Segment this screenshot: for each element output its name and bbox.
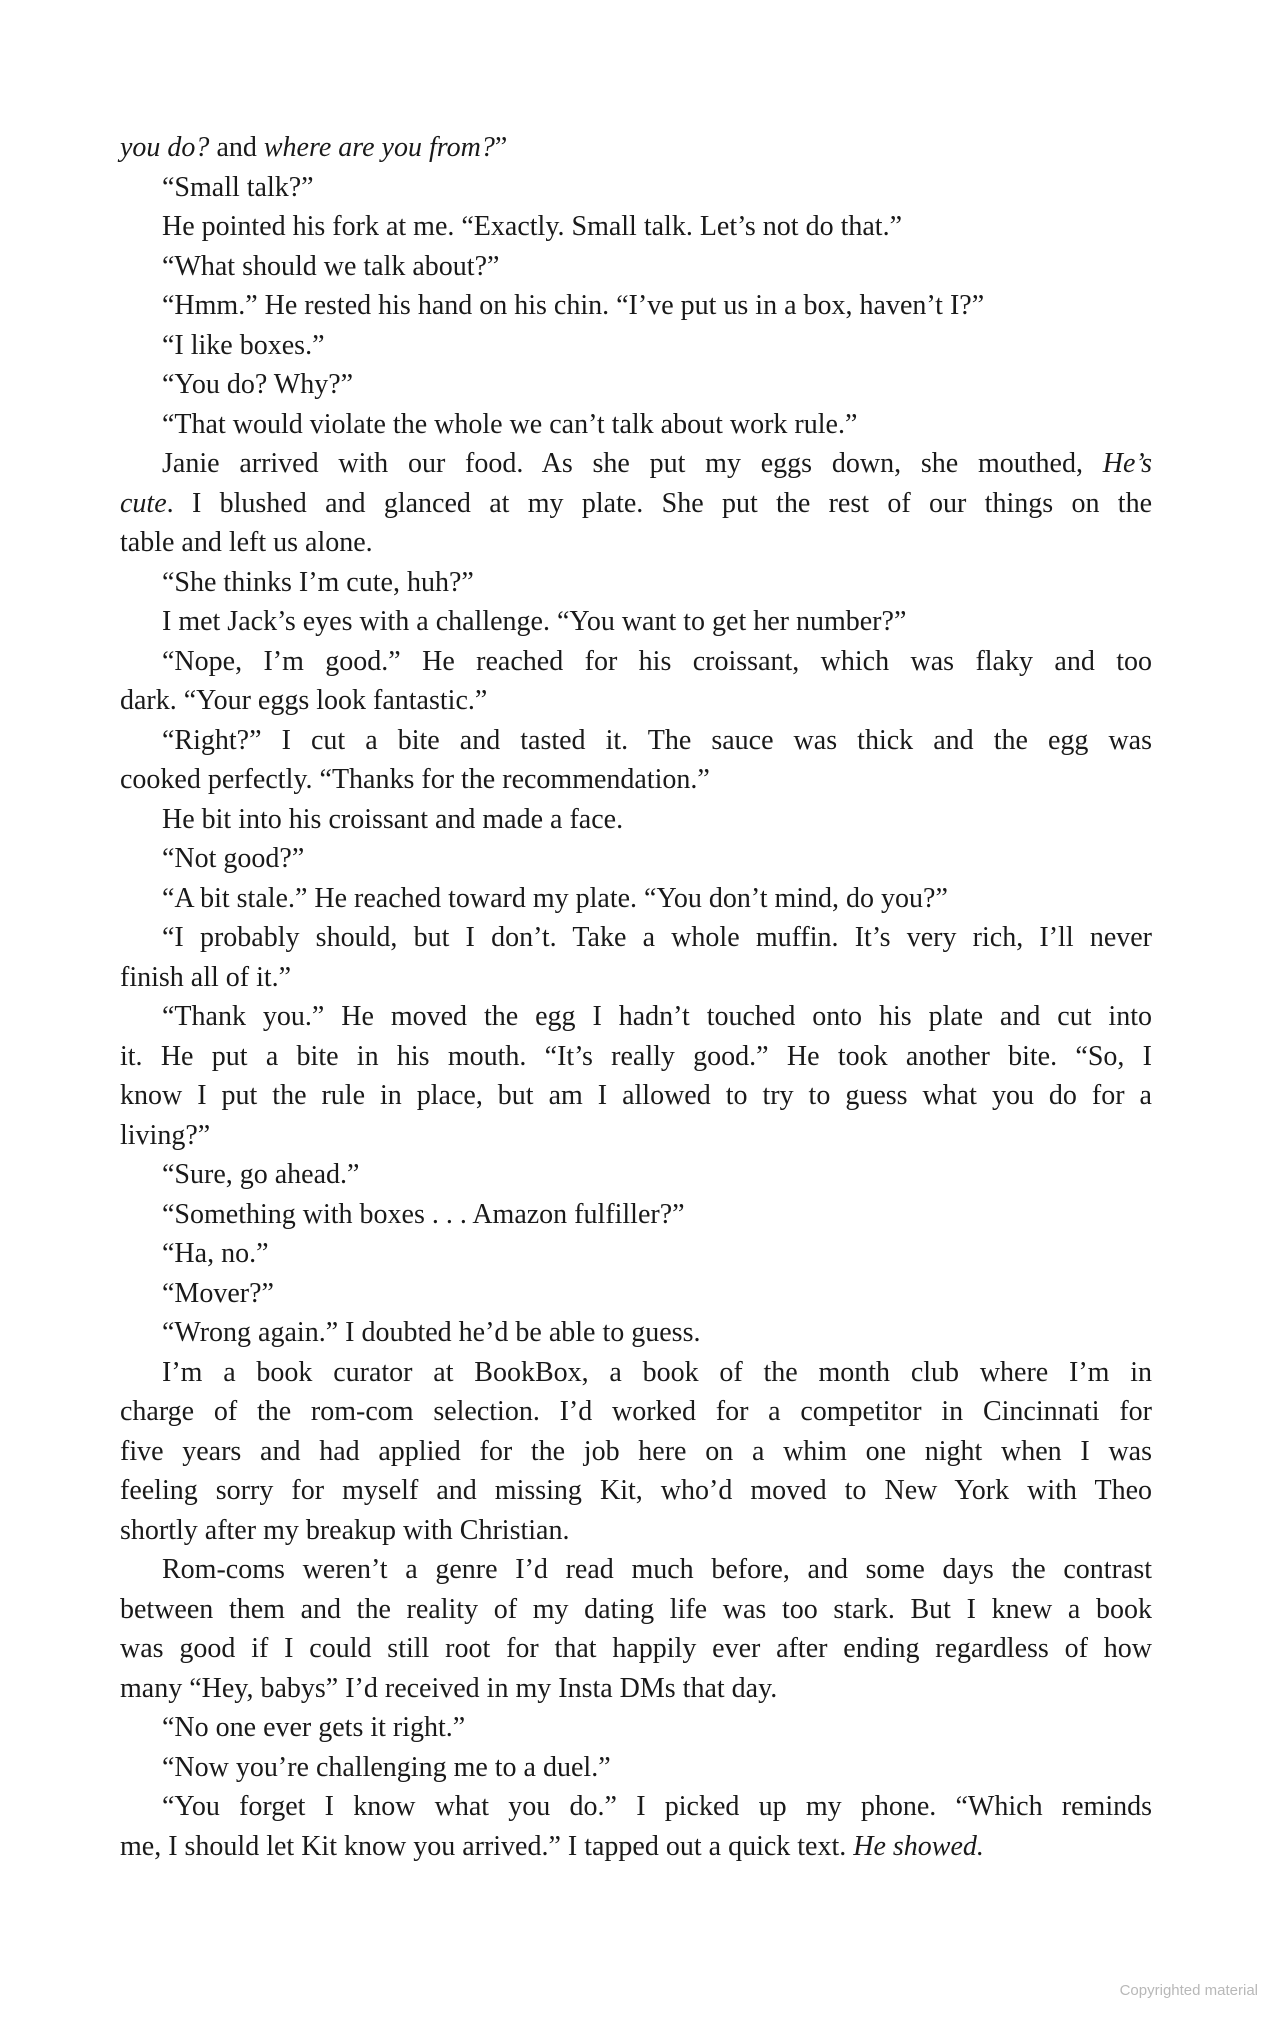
text-line — [120, 1590, 1152, 1630]
text-segment: and — [209, 132, 264, 163]
italic-text: you do? — [120, 132, 210, 163]
text-segment: “Wrong again.” I doubted he’d be able to guess. — [162, 1317, 701, 1348]
text-line — [120, 1787, 1152, 1827]
text-line — [120, 1037, 1152, 1077]
text-line — [120, 642, 1152, 682]
italic-text: cute — [120, 487, 167, 519]
text-segment: “What should we talk about?” — [162, 250, 500, 282]
paragraph — [120, 1708, 1152, 1748]
text-line — [120, 997, 1152, 1037]
text-segment: me, I should let Kit know you arrived.” I tapped out a quick text. — [120, 1830, 854, 1862]
text-segment: “Small talk?” — [162, 171, 314, 203]
text-segment: “Sure, go ahead.” — [162, 1159, 360, 1190]
text-line — [120, 1629, 1152, 1669]
text-segment: “I probably should, but I don’t. Take a whole muffin. It’s very rich, I’ll never — [162, 922, 1152, 953]
text-segment: “Ha, no.” — [162, 1238, 269, 1269]
text-segment: I’m a book curator at BookBox, a book of the month club where I’m in — [162, 1356, 1152, 1388]
paragraph — [120, 1748, 1152, 1788]
text-segment: “That would violate the whole we can’t talk about work rule.” — [162, 408, 858, 440]
paragraph — [120, 800, 1152, 840]
text-segment: feeling sorry for myself and missing Kit, who’d moved to New York with Theo — [120, 1475, 1152, 1506]
text-line — [120, 1313, 1152, 1353]
text-segment: “You forget I know what you do.” I picked up my phone. “Which reminds — [162, 1791, 1152, 1822]
text-line — [120, 1392, 1152, 1432]
text-line — [120, 207, 1152, 247]
text-segment: finish all of it.” — [120, 961, 292, 993]
italic-text: He’s — [1102, 448, 1152, 479]
text-segment: “Thank you.” He moved the egg I hadn’t touched onto his plate and cut into — [162, 1001, 1152, 1032]
text-line — [120, 602, 1152, 642]
paragraph — [120, 563, 1152, 603]
text-line — [120, 523, 1152, 563]
paragraph — [120, 326, 1152, 366]
paragraph — [120, 997, 1152, 1155]
text-line — [120, 879, 1152, 919]
text-line — [120, 365, 1152, 405]
page-body-text — [120, 128, 1152, 1866]
text-segment: I met Jack’s eyes with a challenge. “You want to get her number?” — [162, 606, 907, 637]
paragraph — [120, 1155, 1152, 1195]
paragraph — [120, 286, 1152, 326]
text-line — [120, 1116, 1152, 1156]
text-line — [120, 326, 1152, 366]
text-segment: Rom-coms weren’t a genre I’d read much before, and some days the contrast — [162, 1554, 1152, 1585]
paragraph — [120, 405, 1152, 445]
text-line — [120, 1432, 1152, 1472]
text-line — [120, 918, 1152, 958]
paragraph — [120, 721, 1152, 800]
paragraph — [120, 207, 1152, 247]
text-segment: dark. “Your eggs look fantastic.” — [120, 685, 488, 716]
text-line — [120, 286, 1152, 326]
italic-text: He showed. — [853, 1830, 984, 1862]
text-segment: “Hmm.” He rested his hand on his chin. “I’ve put us in a box, haven’t I?” — [162, 290, 985, 321]
text-segment: He bit into his croissant and made a face. — [162, 803, 624, 835]
text-line — [120, 1550, 1152, 1590]
text-segment: charge of the rom-com selection. I’d worked for a competitor in Cincinnati for — [120, 1396, 1152, 1427]
text-line — [120, 1748, 1152, 1788]
text-line — [120, 760, 1152, 800]
text-line — [120, 128, 1152, 168]
text-line — [120, 1708, 1152, 1748]
paragraph — [120, 1313, 1152, 1353]
text-segment: between them and the reality of my dating life was too stark. But I knew a book — [120, 1593, 1152, 1625]
text-segment: Janie arrived with our food. As she put my eggs down, she mouthed, — [162, 448, 1103, 479]
text-line — [120, 839, 1152, 879]
text-segment: five years and had applied for the job here on a whim one night when I was — [120, 1435, 1152, 1467]
text-segment: “No one ever gets it right.” — [162, 1712, 466, 1743]
copyright-watermark: Copyrighted material — [1119, 1982, 1258, 1999]
text-segment: “A bit stale.” He reached toward my plate. “You don’t mind, do you?” — [162, 882, 948, 914]
text-line — [120, 1274, 1152, 1314]
paragraph — [120, 128, 1152, 168]
paragraph — [120, 365, 1152, 405]
text-line — [120, 681, 1152, 721]
text-line — [120, 247, 1152, 287]
text-line — [120, 168, 1152, 208]
text-line — [120, 1195, 1152, 1235]
text-segment: . I blushed and glanced at my plate. She put the rest of our things on the — [166, 487, 1152, 519]
paragraph — [120, 1234, 1152, 1274]
paragraph — [120, 642, 1152, 721]
text-segment: it. He put a bite in his mouth. “It’s really good.” He took another bite. “So, I — [120, 1040, 1152, 1072]
text-segment: “Mover?” — [162, 1277, 274, 1309]
text-segment: shortly after my breakup with Christian. — [120, 1514, 570, 1546]
paragraph — [120, 839, 1152, 879]
paragraph — [120, 1274, 1152, 1314]
paragraph — [120, 1550, 1152, 1708]
text-line — [120, 484, 1152, 524]
text-segment: ” — [494, 132, 508, 163]
text-segment: “She thinks I’m cute, huh?” — [162, 566, 474, 598]
paragraph — [120, 168, 1152, 208]
text-line — [120, 1076, 1152, 1116]
text-line — [120, 405, 1152, 445]
text-line — [120, 1669, 1152, 1709]
text-segment: “Not good?” — [162, 843, 305, 874]
text-line — [120, 958, 1152, 998]
text-line — [120, 800, 1152, 840]
text-segment: “Now you’re challenging me to a duel.” — [162, 1751, 611, 1783]
text-segment: cooked perfectly. “Thanks for the recommendation.” — [120, 764, 710, 795]
text-line — [120, 444, 1152, 484]
text-line — [120, 721, 1152, 761]
italic-text: where are you from? — [263, 132, 495, 163]
paragraph — [120, 602, 1152, 642]
text-line — [120, 1471, 1152, 1511]
paragraph — [120, 1353, 1152, 1551]
text-line — [120, 1511, 1152, 1551]
paragraph — [120, 1787, 1152, 1866]
text-segment: living?” — [120, 1119, 211, 1151]
text-segment: “Something with boxes . . . Amazon fulfiller?” — [162, 1198, 685, 1230]
text-segment: “Right?” I cut a bite and tasted it. The sauce was thick and the egg was — [162, 724, 1152, 756]
paragraph — [120, 444, 1152, 563]
text-segment: was good if I could still root for that happily ever after ending regardless of how — [120, 1633, 1152, 1664]
text-line — [120, 1234, 1152, 1274]
text-segment: “I like boxes.” — [162, 329, 325, 361]
paragraph — [120, 1195, 1152, 1235]
text-line — [120, 1155, 1152, 1195]
text-line — [120, 563, 1152, 603]
text-line — [120, 1353, 1152, 1393]
text-segment: many “Hey, babys” I’d received in my Insta DMs that day. — [120, 1672, 778, 1704]
text-segment: know I put the rule in place, but am I allowed to try to guess what you do for a — [120, 1080, 1152, 1111]
text-line — [120, 1827, 1152, 1867]
text-segment: “Nope, I’m good.” He reached for his croissant, which was flaky and too — [162, 645, 1152, 677]
text-segment: “You do? Why?” — [162, 369, 354, 400]
text-segment: He pointed his fork at me. “Exactly. Small talk. Let’s not do that.” — [162, 211, 903, 242]
text-segment: table and left us alone. — [120, 527, 373, 558]
paragraph — [120, 247, 1152, 287]
paragraph — [120, 918, 1152, 997]
paragraph — [120, 879, 1152, 919]
